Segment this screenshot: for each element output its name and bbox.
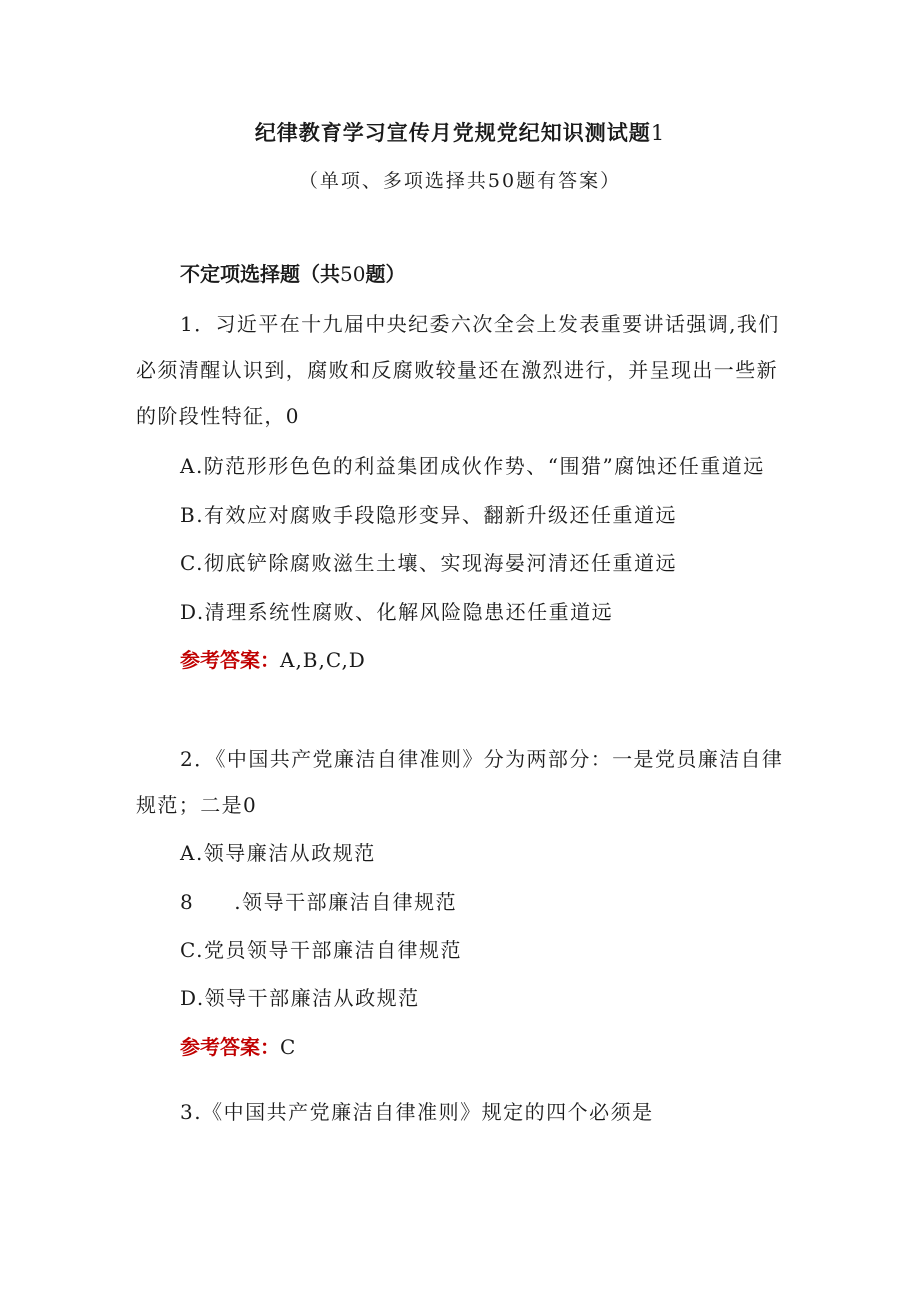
question-1-option-d: D.清理系统性腐败、化解风险隐患还任重道远 xyxy=(180,600,614,624)
option-b-text: .领导干部廉洁自律规范 xyxy=(234,890,458,914)
question-2-option-b xyxy=(180,887,457,917)
question-2-option-a: A.领导廉洁从政规范 xyxy=(180,841,376,865)
option-b-misprint-number: 8 xyxy=(180,890,195,914)
question-2-text xyxy=(136,736,792,828)
question-1-option-a: A.防范形形色色的利益集团成伙作势、“围猎”腐蚀还任重道远 xyxy=(180,454,765,478)
answer-label: 参考答案： xyxy=(180,648,280,672)
question-2-body: 2．《中国共产党廉洁自律准则》分为两部分：一是党员廉洁自律规范；二是0 xyxy=(136,747,784,817)
title-text: 纪律教育学习宣传月党规党纪知识测试题 xyxy=(254,120,651,145)
document-title xyxy=(0,118,920,148)
section-heading-tail: 题） xyxy=(365,262,406,286)
answer-value: C xyxy=(280,1035,297,1059)
question-2-answer xyxy=(180,1032,296,1062)
question-1-answer xyxy=(180,645,366,675)
section-heading xyxy=(180,259,405,289)
document-subtitle: （单项、多项选择共50题有答案） xyxy=(298,170,622,192)
question-1-text xyxy=(136,301,792,439)
section-heading-text: 不定项选择题（共 xyxy=(180,262,340,286)
section-question-count: 50 xyxy=(340,262,366,286)
answer-label: 参考答案： xyxy=(180,1035,280,1059)
question-3-text: 3.《中国共产党廉洁自律准则》规定的四个必须是 xyxy=(180,1100,654,1124)
question-2-option-d: D.领导干部廉洁从政规范 xyxy=(180,986,420,1010)
question-2-option-c: C.党员领导干部廉洁自律规范 xyxy=(180,938,462,962)
question-1-option-c: C.彻底铲除腐败滋生土壤、实现海晏河清还任重道远 xyxy=(180,551,677,575)
answer-value: A,B,C,D xyxy=(280,648,366,672)
question-1-body: 1．习近平在十九届中央纪委六次全会上发表重要讲话强调,我们必须清醒认识到，腐败和反腐败较量还在激烈进行，并呈现出一些新的阶段性特征，0 xyxy=(136,312,780,428)
question-1-option-b: B.有效应对腐败手段隐形变异、翻新升级还任重道远 xyxy=(180,503,678,527)
title-number: 1 xyxy=(650,121,666,145)
